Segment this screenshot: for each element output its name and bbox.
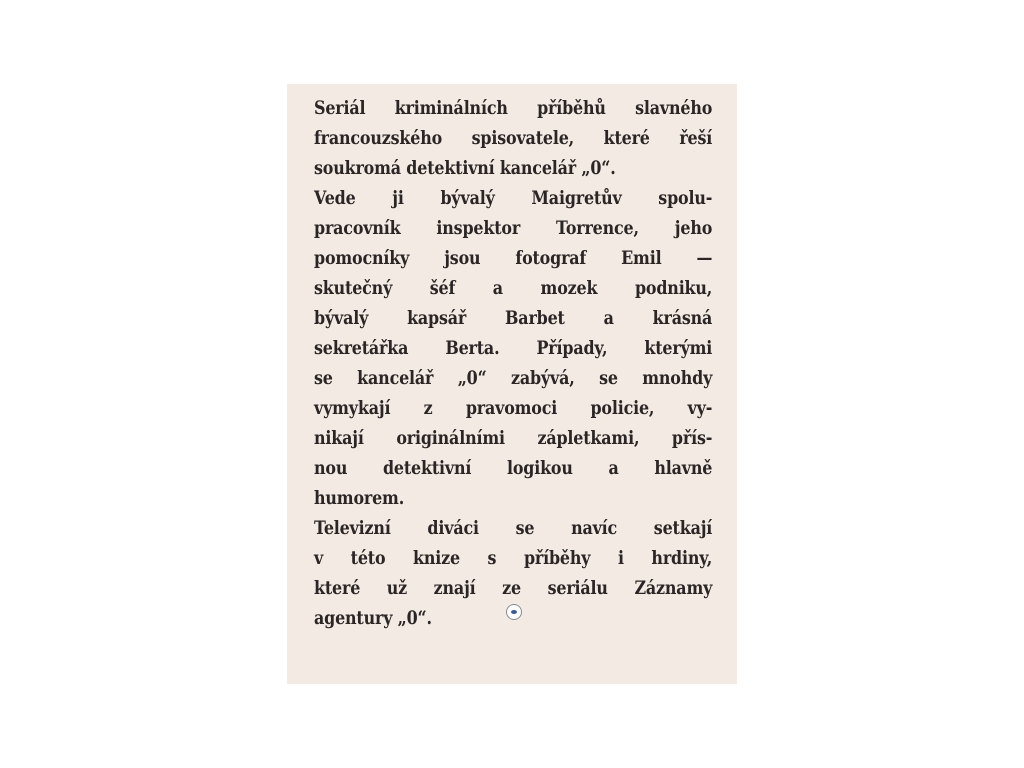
book-page xyxy=(287,84,737,684)
text-line: Vede ji bývalý Maigretův spolu- xyxy=(314,188,713,209)
text-line: pomocníky jsou fotograf Emil — xyxy=(314,248,713,269)
text-line: francouzského spisovatele, které řeší xyxy=(314,128,713,149)
text-line: se kancelář „0“ zabývá, se mnohdy xyxy=(314,368,713,389)
text-line: skutečný šéf a mozek podniku, xyxy=(314,278,713,299)
text-line: nikají originálními zápletkami, přís- xyxy=(314,428,713,449)
text-line: vymykají z pravomoci policie, vy- xyxy=(314,398,713,419)
text-line: v této knize s příběhy i hrdiny, xyxy=(314,548,713,569)
text-line: Televizní diváci se navíc setkají xyxy=(314,518,713,539)
text-line: bývalý kapsář Barbet a krásná xyxy=(314,308,713,329)
seal-icon xyxy=(506,604,522,620)
text-line: soukromá detektivní kancelář „0“. xyxy=(314,158,616,179)
text-line: Seriál kriminálních příběhů slavného xyxy=(314,98,713,119)
text-line: sekretářka Berta. Případy, kterými xyxy=(314,338,713,359)
text-line: které už znají ze seriálu Záznamy xyxy=(314,578,713,599)
text-line: humorem. xyxy=(314,488,405,509)
text-line: nou detektivní logikou a hlavně xyxy=(314,458,713,479)
text-line: agentury „0“. xyxy=(314,608,432,629)
text-line: pracovník inspektor Torrence, jeho xyxy=(314,218,713,239)
